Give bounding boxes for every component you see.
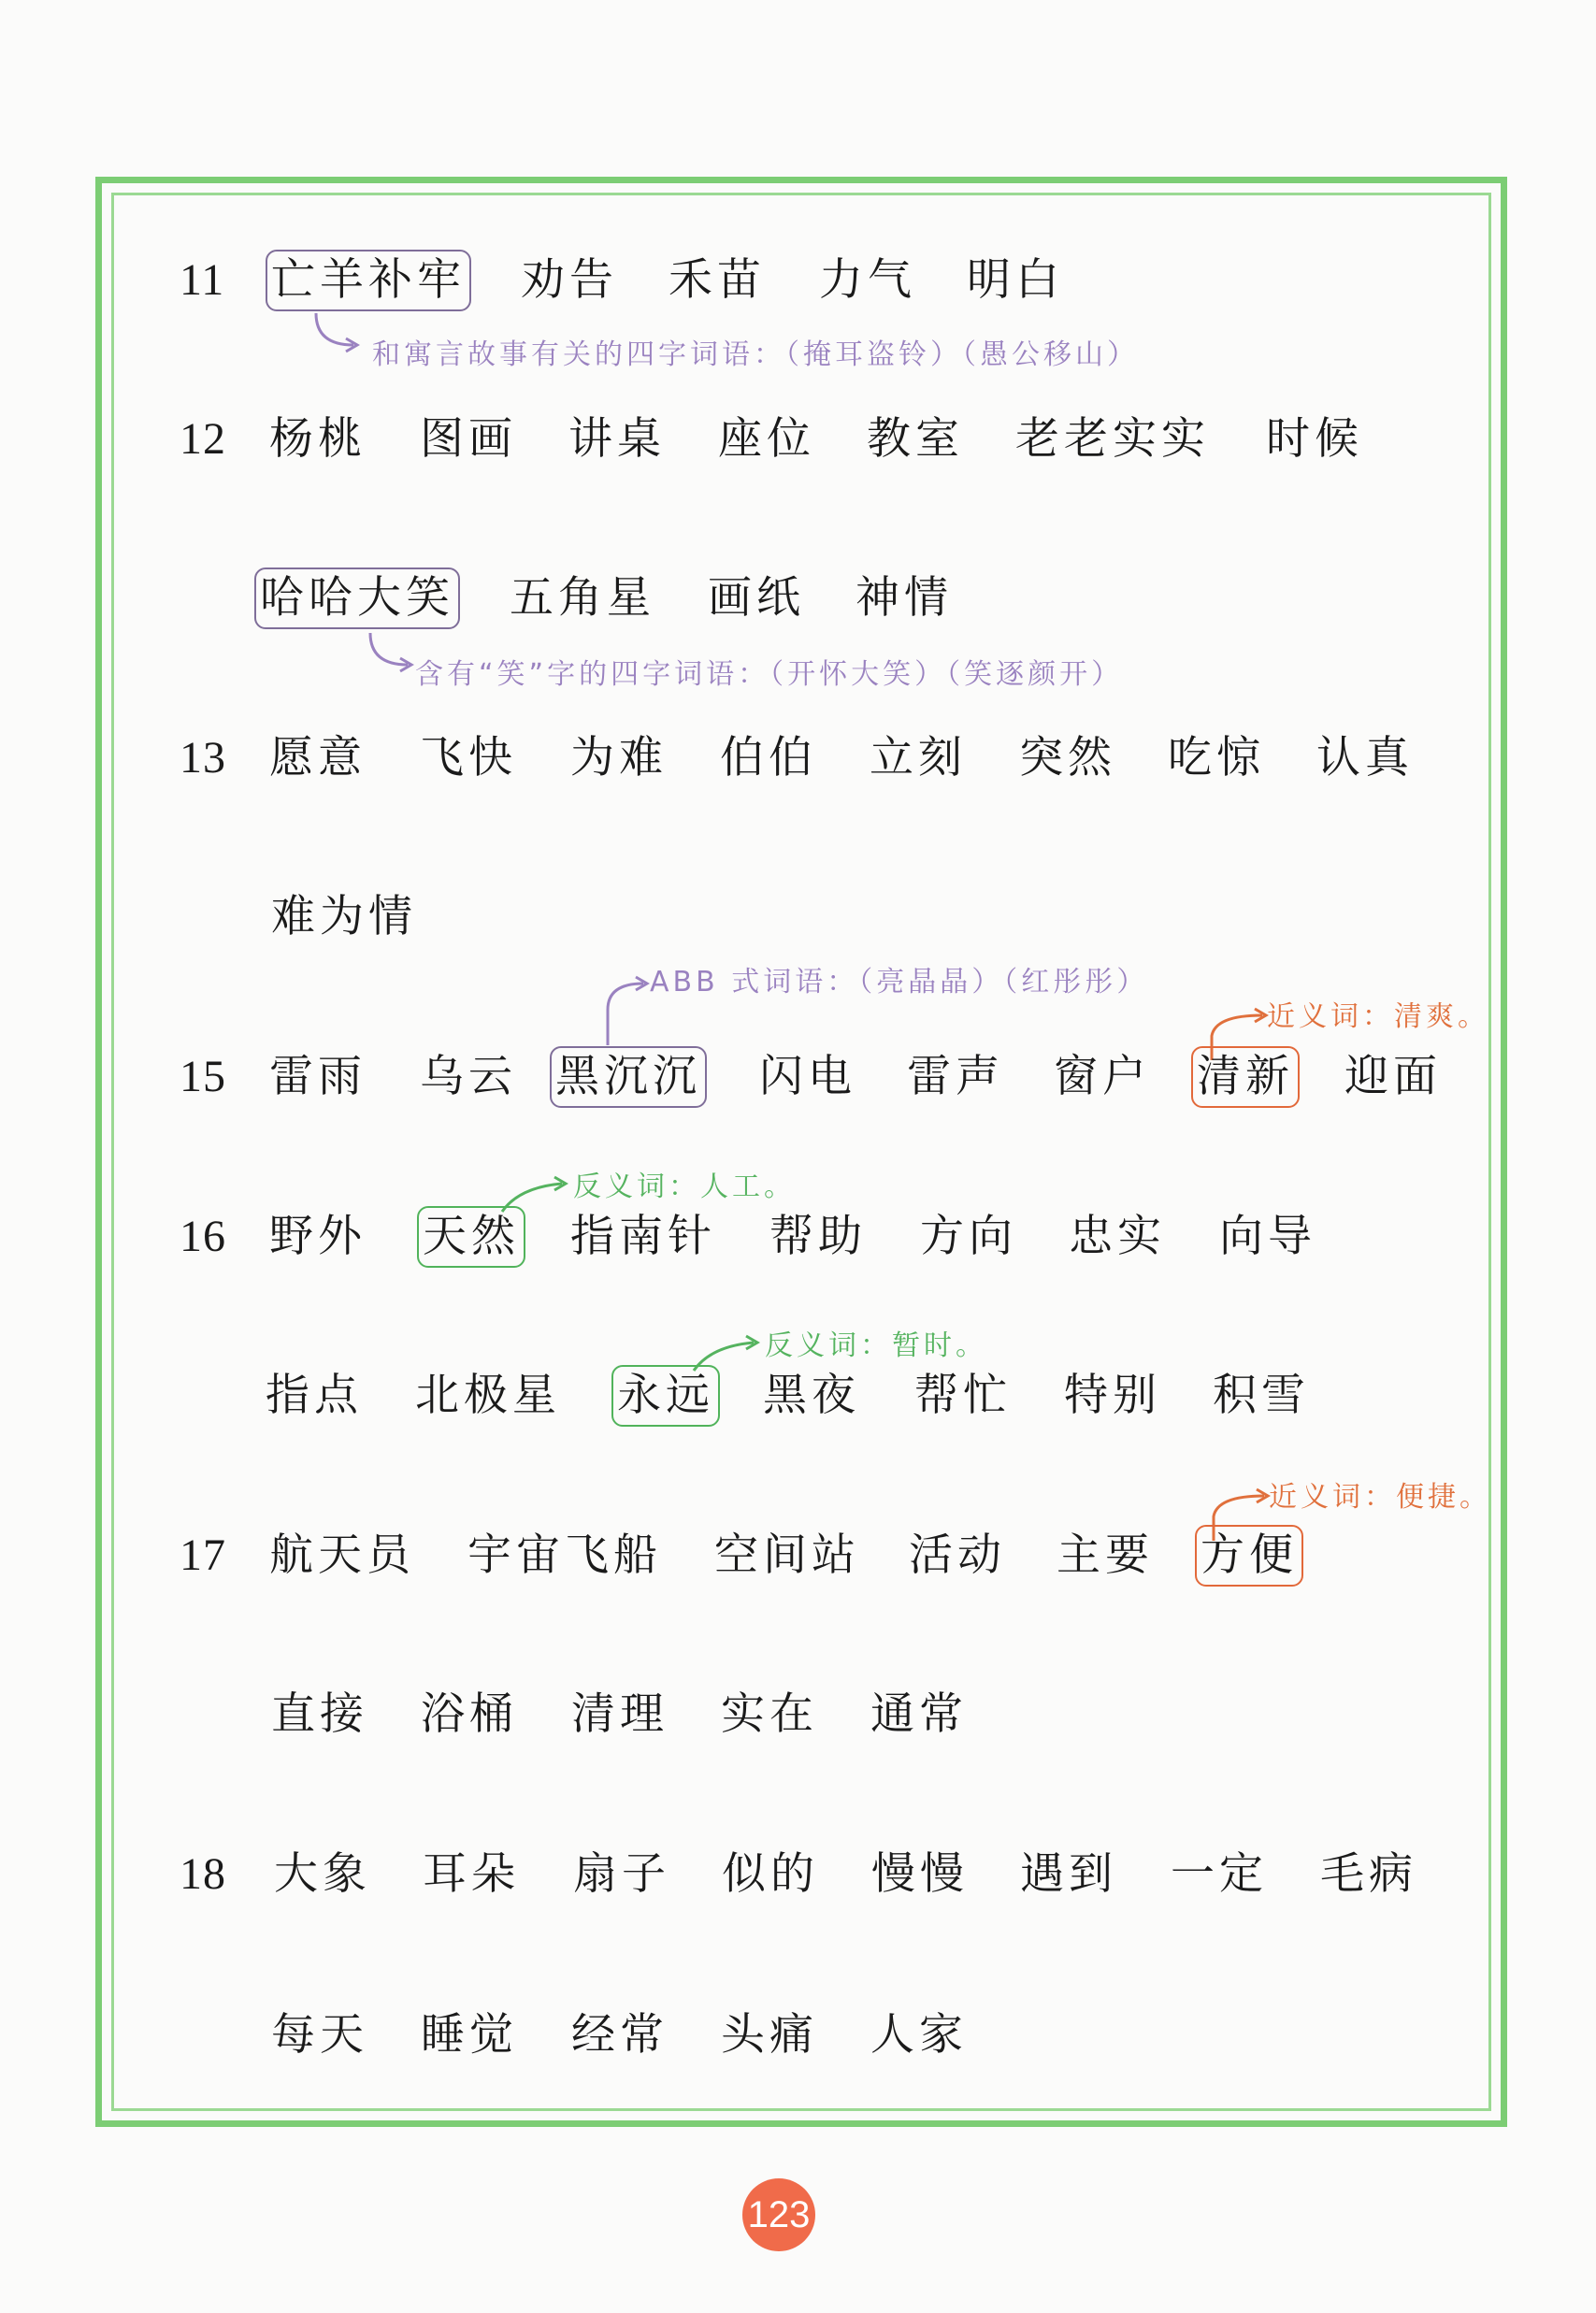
- word: 帮忙: [914, 1370, 1012, 1421]
- word: 突然: [1019, 732, 1116, 783]
- word: 画纸: [708, 572, 805, 624]
- lesson-number: 17: [180, 1530, 226, 1580]
- lesson-number: 11: [180, 255, 225, 305]
- word: 帮助: [769, 1211, 867, 1262]
- word: 通常: [870, 1688, 968, 1740]
- arrow-icon: [598, 963, 654, 1047]
- lesson-number: 15: [180, 1052, 226, 1101]
- word-boxed: 亡羊补牢: [266, 250, 471, 311]
- lesson-number: 16: [180, 1212, 226, 1261]
- word: 力气: [819, 254, 916, 306]
- word: 浴桶: [421, 1688, 518, 1740]
- note-laugh: 含有“笑”字的四字词语：（开怀大笑）（笑逐颜开）: [415, 658, 1124, 691]
- word: 图画: [420, 413, 517, 465]
- word: 神情: [856, 572, 953, 624]
- word: 人家: [870, 2009, 968, 2061]
- note-abb: ABB 式词语：（亮晶晶）（红彤彤）: [650, 966, 1149, 998]
- word: 指点: [266, 1370, 363, 1421]
- word: 雷雨: [269, 1051, 367, 1102]
- word: 五角星: [510, 572, 655, 624]
- note-yongyuan: 反义词：暂时。: [765, 1329, 987, 1362]
- word: 立刻: [870, 732, 967, 783]
- word: 座位: [718, 413, 815, 465]
- word: 雷声: [907, 1051, 1004, 1102]
- lesson-number: 13: [180, 733, 226, 783]
- word: 难为情: [271, 891, 417, 942]
- word: 指南针: [570, 1211, 716, 1262]
- word: 清理: [571, 1688, 669, 1740]
- word: 宇宙飞船: [467, 1530, 662, 1581]
- word: 大象: [274, 1848, 371, 1900]
- word: 讲桌: [568, 413, 666, 465]
- word: 空间站: [714, 1530, 860, 1581]
- word: 野外: [269, 1211, 367, 1262]
- word-boxed: 永远: [611, 1365, 720, 1427]
- word-boxed: 天然: [417, 1206, 525, 1268]
- word: 飞快: [420, 732, 517, 783]
- page-frame-inner: [111, 193, 1491, 2111]
- word: 睡觉: [421, 2009, 518, 2061]
- word: 迎面: [1344, 1051, 1442, 1102]
- word: 直接: [271, 1688, 368, 1740]
- word: 主要: [1057, 1530, 1154, 1581]
- word-boxed: 清新: [1191, 1046, 1300, 1108]
- lesson-number: 18: [180, 1849, 226, 1899]
- word: 耳朵: [423, 1848, 520, 1900]
- word: 实在: [721, 1688, 818, 1740]
- word: 乌云: [420, 1051, 517, 1102]
- word: 特别: [1064, 1370, 1161, 1421]
- word: 为难: [570, 732, 668, 783]
- word: 慢慢: [871, 1848, 969, 1900]
- word: 劝告: [521, 254, 618, 306]
- word: 活动: [909, 1530, 1006, 1581]
- word: 一定: [1171, 1848, 1268, 1900]
- word: 方向: [920, 1211, 1017, 1262]
- word-boxed: 方便: [1195, 1525, 1303, 1587]
- arrow-icon: [309, 313, 365, 360]
- word: 吃惊: [1168, 732, 1265, 783]
- word: 扇子: [573, 1848, 670, 1900]
- word: 每天: [271, 2009, 368, 2061]
- word-boxed: 哈哈大笑: [254, 567, 460, 629]
- word: 黑夜: [763, 1370, 860, 1421]
- word: 认真: [1316, 732, 1414, 783]
- word-boxed: 黑沉沉: [550, 1046, 707, 1108]
- word: 教室: [867, 413, 964, 465]
- word: 闪电: [759, 1051, 856, 1102]
- lesson-number: 12: [180, 414, 226, 464]
- word: 窗户: [1054, 1051, 1151, 1102]
- word: 老老实实: [1015, 413, 1210, 465]
- page-number: 123: [742, 2178, 815, 2251]
- word: 北极星: [415, 1370, 561, 1421]
- arrow-icon: [363, 633, 419, 680]
- word: 杨桃: [269, 413, 367, 465]
- word: 愿意: [269, 732, 367, 783]
- word: 忠实: [1069, 1211, 1166, 1262]
- word: 似的: [722, 1848, 819, 1900]
- word: 毛病: [1320, 1848, 1417, 1900]
- note-fable: 和寓言故事有关的四字词语：（掩耳盗铃）（愚公移山）: [372, 338, 1139, 371]
- note-tianran: 反义词：人工。: [573, 1171, 796, 1203]
- word: 积雪: [1213, 1370, 1310, 1421]
- word: 遇到: [1020, 1848, 1117, 1900]
- word: 禾苗: [669, 254, 766, 306]
- word: 伯伯: [720, 732, 817, 783]
- word: 明白: [967, 254, 1064, 306]
- word: 航天员: [269, 1530, 415, 1581]
- note-qingxin: 近义词：清爽。: [1267, 1000, 1489, 1033]
- word: 时候: [1266, 413, 1363, 465]
- word: 向导: [1219, 1211, 1316, 1262]
- note-fangbian: 近义词：便捷。: [1269, 1481, 1491, 1514]
- word: 经常: [571, 2009, 669, 2061]
- word: 头痛: [721, 2009, 818, 2061]
